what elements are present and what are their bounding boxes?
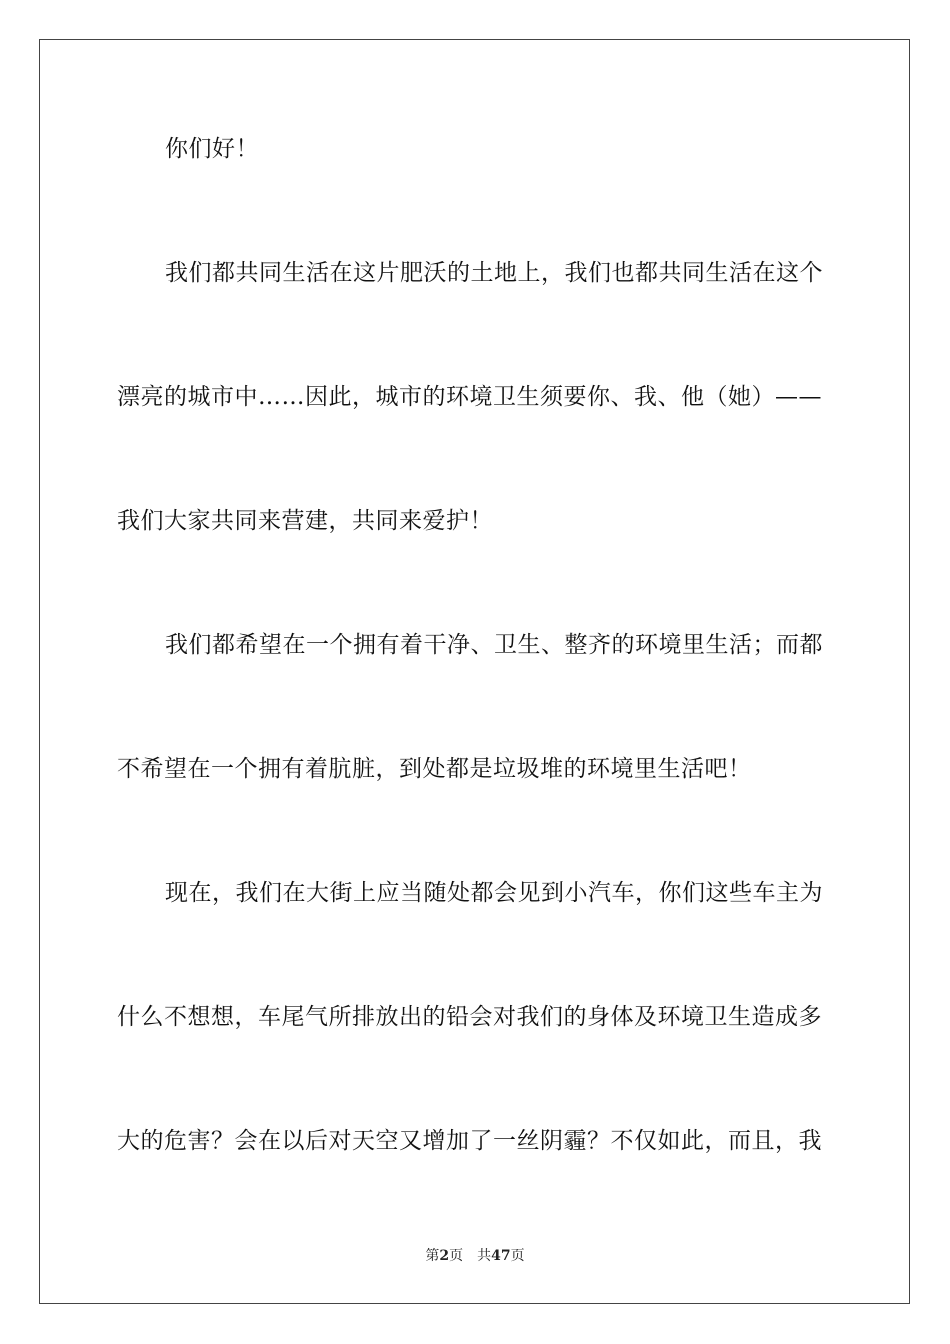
total-unit: 页 — [510, 1248, 525, 1264]
page-unit: 页 — [449, 1248, 464, 1264]
current-page-number: 2 — [439, 1248, 450, 1264]
paragraph-3-line-2: 什么不想想，车尾气所排放出的铅会对我们的身体及环境卫生造成多 — [117, 1004, 822, 1030]
total-page-number: 47 — [491, 1248, 511, 1264]
paragraph-1-line-1: 我们都共同生活在这片肥沃的土地上，我们也都共同生活在这个 — [165, 260, 823, 286]
paragraph-3-line-3: 大的危害？会在以后对天空又增加了一丝阴霾？不仅如此，而且，我 — [117, 1128, 822, 1154]
paragraph-1-line-3: 我们大家共同来营建，共同来爱护！ — [117, 508, 493, 534]
total-prefix: 共 — [477, 1248, 492, 1264]
page-footer — [0, 1247, 950, 1265]
paragraph-2-line-2: 不希望在一个拥有着肮脏，到处都是垃圾堆的环境里生活吧！ — [117, 756, 752, 782]
page-border — [39, 39, 910, 1304]
paragraph-3-line-1: 现在，我们在大街上应当随处都会见到小汽车，你们这些车主为 — [165, 880, 823, 906]
greeting-line: 你们好！ — [165, 136, 259, 162]
paragraph-2-line-1: 我们都希望在一个拥有着干净、卫生、整齐的环境里生活；而都 — [165, 632, 823, 658]
paragraph-1-line-2: 漂亮的城市中……因此，城市的环境卫生须要你、我、他（她）—— — [117, 384, 822, 410]
page-prefix: 第 — [425, 1248, 440, 1264]
